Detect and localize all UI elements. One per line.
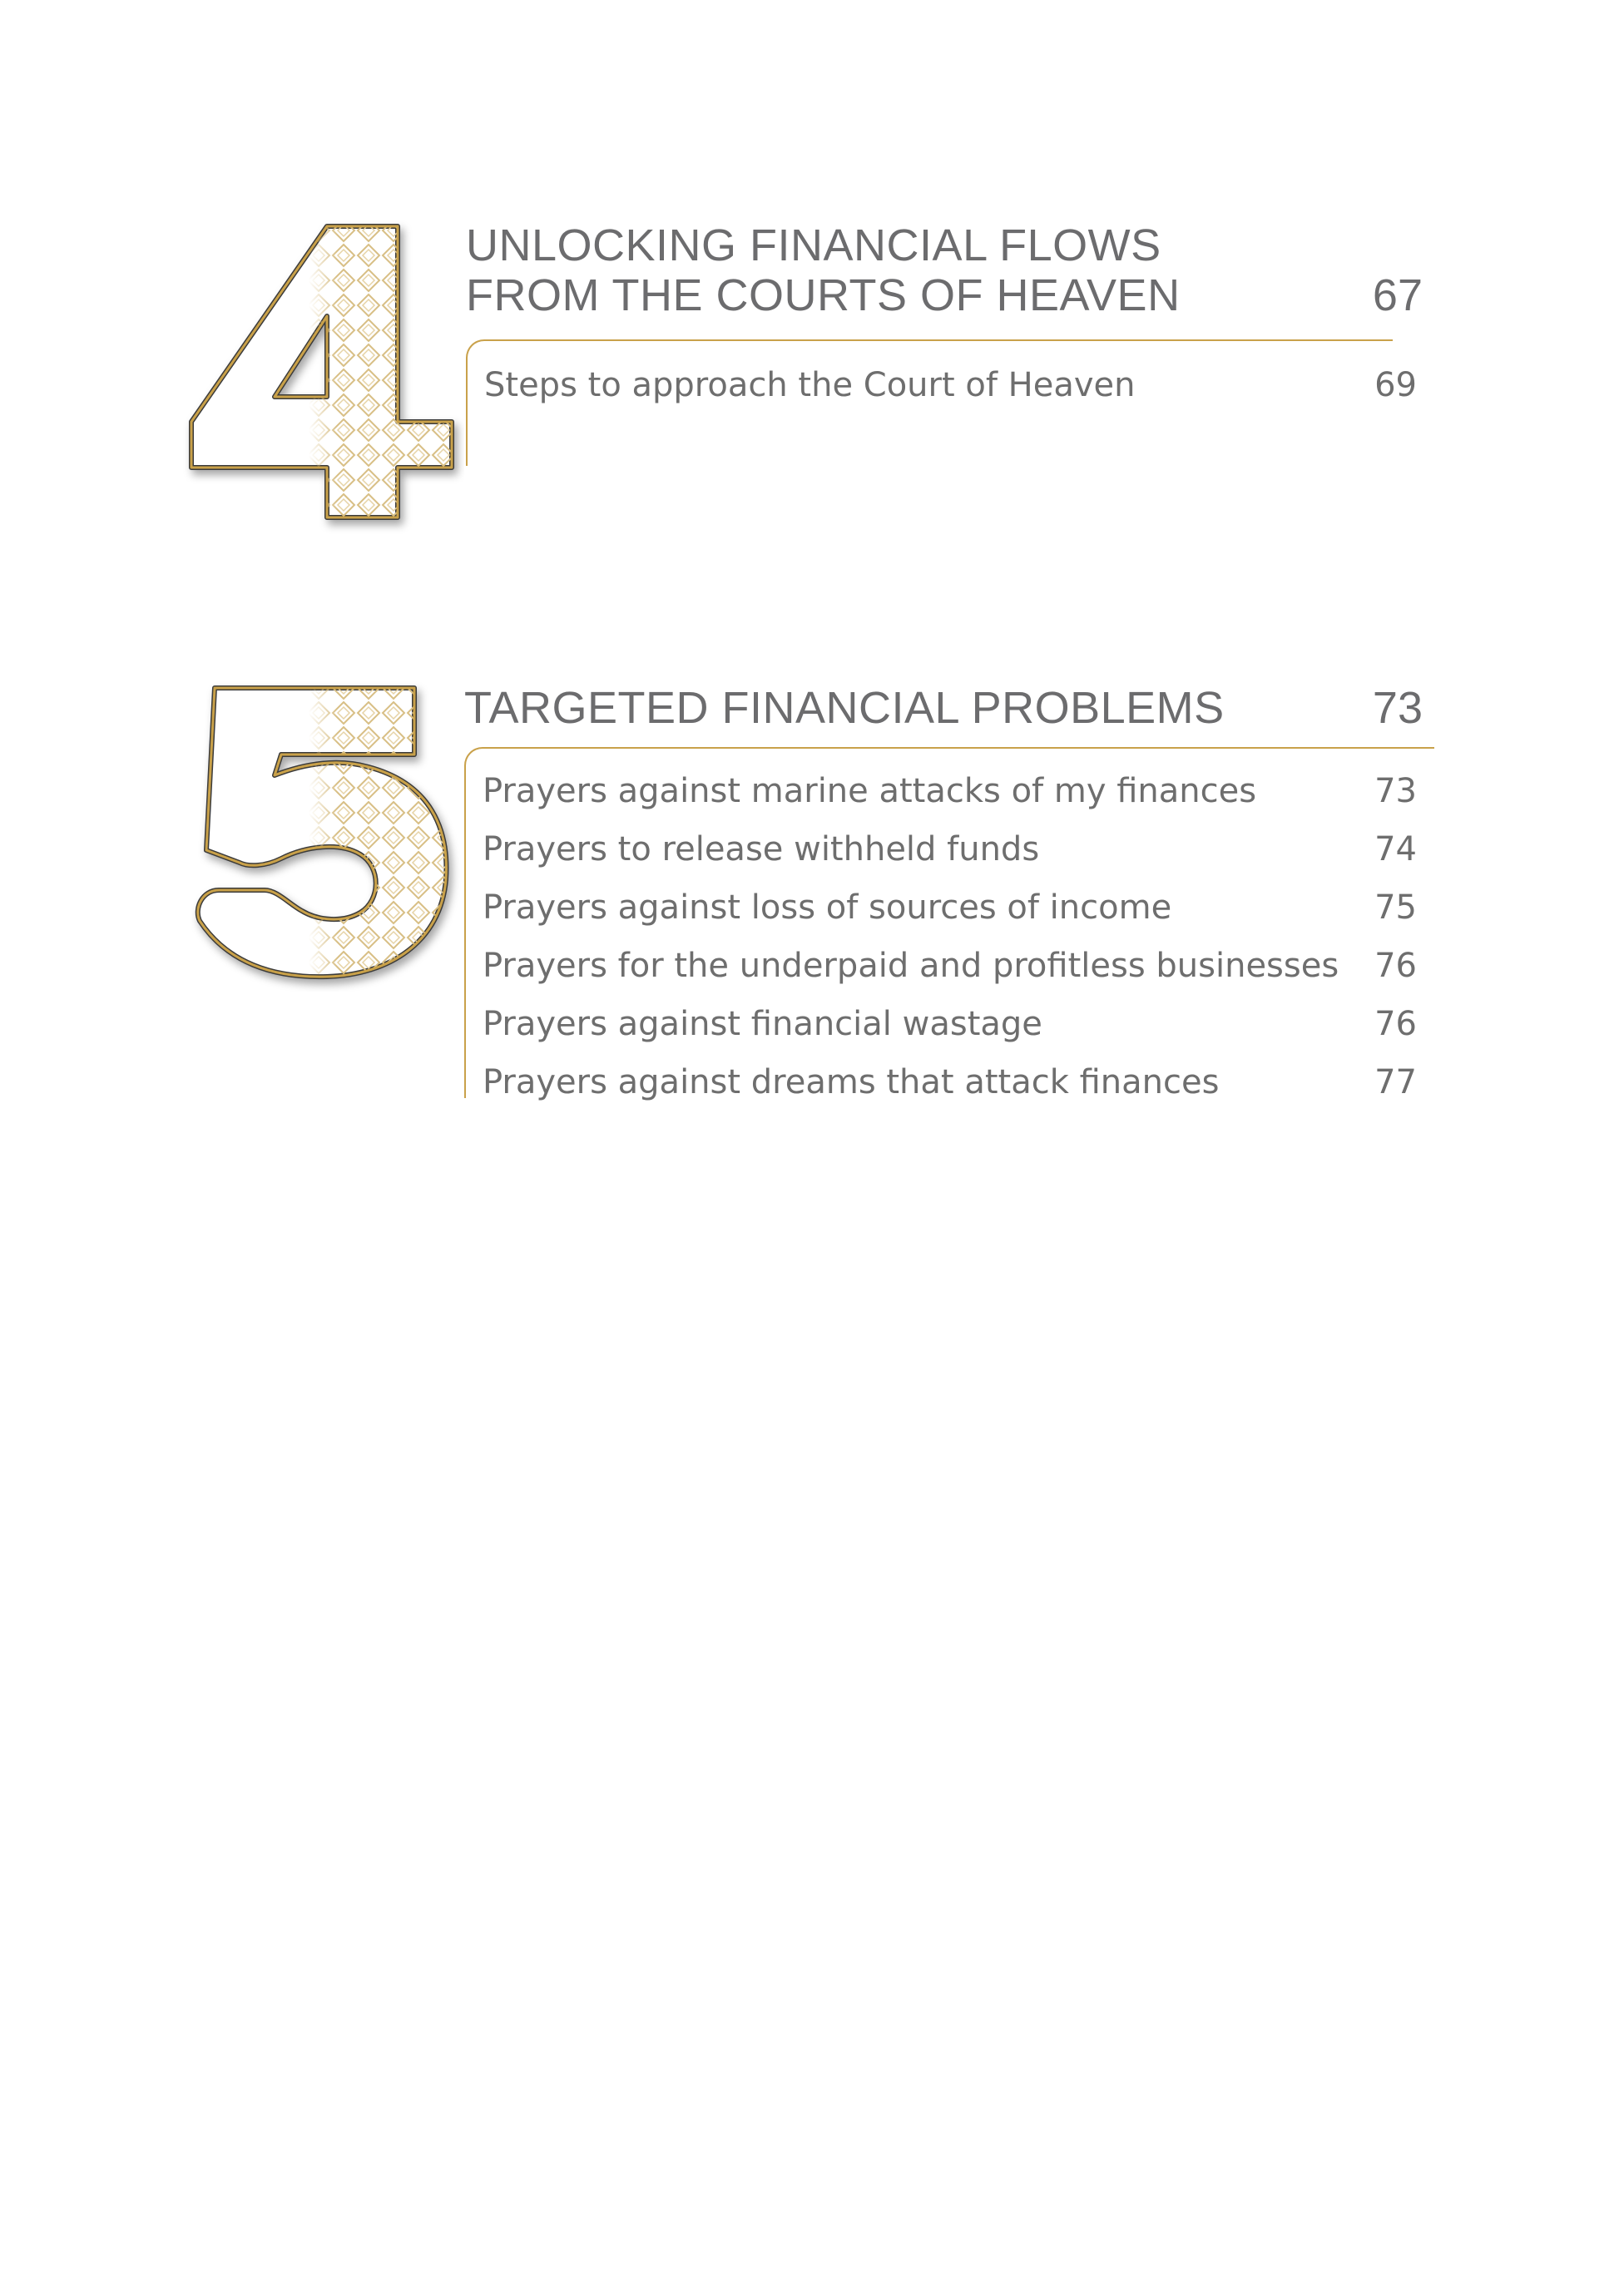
chapter-5-numeral-graphic: [181, 675, 464, 992]
toc-entry-page: 74: [1374, 830, 1417, 868]
toc-entry-title[interactable]: Prayers against dreams that attack finances: [483, 1063, 1220, 1101]
toc-entry-page: 76: [1374, 947, 1417, 985]
chapter-4-title-line2: FROM THE COURTS OF HEAVEN: [466, 270, 1181, 320]
toc-entry-page: 69: [1374, 366, 1417, 404]
chapter-5-page-number: 73: [1372, 683, 1423, 733]
toc-entry-page: 77: [1374, 1063, 1417, 1101]
toc-entry-title[interactable]: Prayers to release withheld funds: [483, 830, 1040, 868]
chapter-4-title-line1: UNLOCKING FINANCIAL FLOWS: [466, 220, 1161, 270]
toc-entry-title[interactable]: Prayers for the underpaid and profitless businesses: [483, 947, 1339, 985]
toc-entry-page: 75: [1374, 888, 1417, 927]
chapter-4-page-number: 67: [1372, 270, 1423, 320]
toc-entry-title[interactable]: Prayers against marine attacks of my finances: [483, 772, 1257, 810]
chapter-5-title: TARGETED FINANCIAL PROBLEMS: [464, 683, 1225, 733]
toc-entry-title[interactable]: Prayers against loss of sources of income: [483, 888, 1172, 927]
toc-entry-page: 76: [1374, 1005, 1417, 1043]
toc-entry-page: 73: [1374, 772, 1417, 810]
toc-entry-title[interactable]: Steps to approach the Court of Heaven: [484, 366, 1136, 404]
chapter-4-numeral-graphic: [181, 218, 464, 534]
toc-entry-title[interactable]: Prayers against financial wastage: [483, 1005, 1042, 1043]
